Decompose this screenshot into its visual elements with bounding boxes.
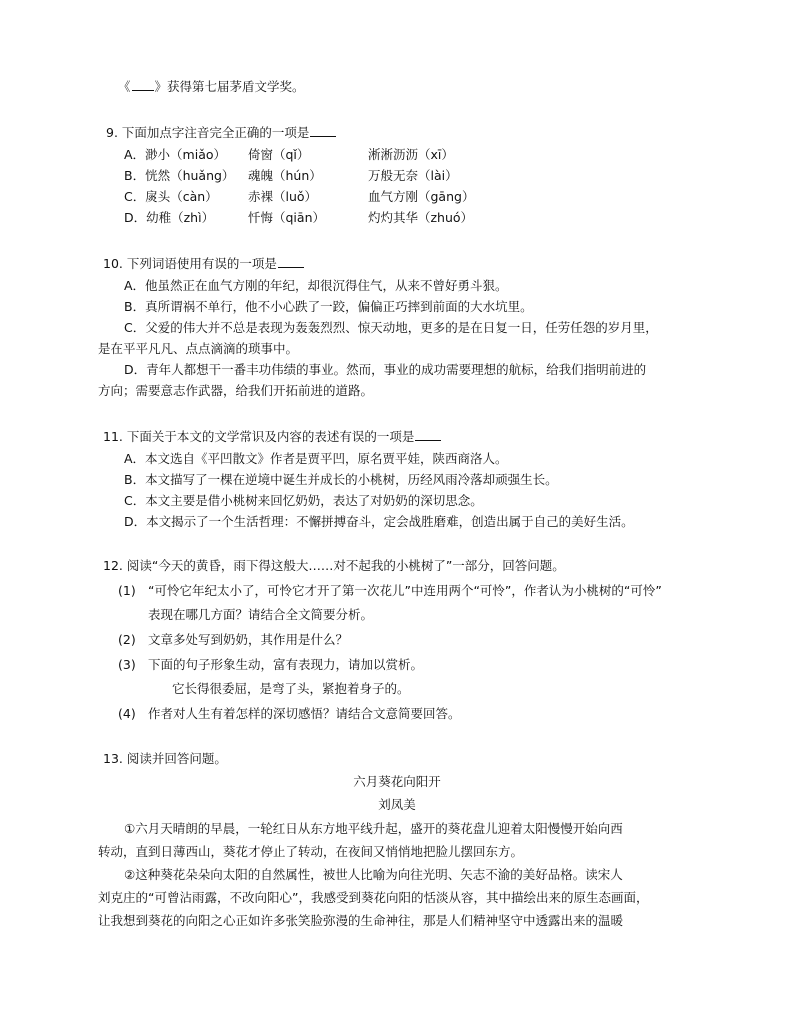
q10-option-c-cont: 是在平平凡凡、点点滴滴的琐事中。	[98, 341, 299, 356]
option-text: C．扊头（càn）	[124, 189, 218, 204]
option-text: A．渺小（miǎo）	[124, 147, 227, 162]
q12-sub-3-line-1: 下面的句子形象生动，富有表现力，请加以赏析。	[148, 657, 424, 672]
answer-blank	[132, 78, 154, 91]
q9-stem	[106, 124, 336, 142]
option-text: 忏悔（qiān）	[248, 210, 325, 225]
passage-p2-line-2: 刘克庄的“可曾沾雨露，不改向阳心”，我感受到葵花向阳的恬淡从容，其中描绘出来的原生态画面，	[98, 890, 649, 905]
q12-sub-number: (2)	[118, 632, 136, 647]
intro-prefix: 《	[118, 79, 131, 94]
q10-option-c: C．父爱的伟大并不总是表现为轰轰烈烈、惊天动地，更多的是在日复一日，任劳任怨的岁月里，	[124, 320, 658, 335]
option-text: B．恍然（huǎng）	[124, 168, 235, 183]
option-text: 赤裸（luǒ）	[248, 189, 318, 204]
q11-option-a: A．本文选自《平凹散文》作者是贾平凹，原名贾平娃，陕西商洛人。	[124, 451, 508, 466]
intro-line	[118, 78, 305, 96]
answer-blank	[415, 428, 441, 441]
q10-option-a: A．他虽然正在血气方刚的年纪，却很沉得住气，从来不曾好勇斗狠。	[124, 278, 508, 293]
q10-option-b: B．真所谓祸不单行，他不小心跌了一跤，偏偏正巧摔到前面的大水坑里。	[124, 299, 533, 314]
q11-stem	[103, 428, 441, 446]
q12-sub-2-line-1: 文章多处写到奶奶，其作用是什么？	[148, 632, 349, 647]
q10-stem-text: 10. 下列词语使用有误的一项是	[103, 256, 277, 271]
q11-stem-text: 11. 下面关于本文的文学常识及内容的表述有误的一项是	[103, 429, 415, 444]
q12-stem: 12. 阅读“今天的黄昏，雨下得这般大……对不起我的小桃树了”一部分，回答问题。	[103, 558, 565, 573]
q9-option-b	[124, 167, 458, 185]
q12-sub-number: (4)	[118, 706, 136, 721]
passage-author: 刘凤美	[378, 797, 416, 812]
q10-stem	[103, 255, 304, 273]
q12-sub-1-line-1: “可怜它年纪太小了，可怜它才开了第一次花儿”中连用两个“可怜”，作者认为小桃树的“可怜”	[148, 583, 662, 598]
passage-p2-line-1: ②这种葵花朵朵向太阳的自然属性，被世人比喻为向往光明、矢志不渝的美好品格。读宋人	[124, 867, 623, 882]
q9-option-c	[124, 188, 474, 206]
q9-stem-text: 9. 下面加点字注音完全正确的一项是	[106, 125, 310, 140]
passage-title: 六月葵花向阳开	[353, 774, 441, 789]
q13-stem: 13. 阅读并回答问题。	[103, 751, 227, 766]
q11-option-b: B．本文描写了一棵在逆境中诞生并成长的小桃树，历经风雨冷落却顽强生长。	[124, 472, 558, 487]
passage-p2-line-3: 让我想到葵花的向阳之心正如许多张笑脸弥漫的生命神往，那是人们精神坚守中透露出来的温暖	[98, 913, 624, 928]
option-text: 灼灼其华（zhuó）	[368, 210, 474, 225]
q9-option-a	[124, 146, 454, 164]
option-text: 倚窗（qǐ）	[248, 147, 310, 162]
answer-blank	[278, 255, 304, 268]
q10-option-d-cont: 方向；需要意志作武器，给我们开拓前进的道路。	[98, 383, 374, 398]
answer-blank	[310, 124, 336, 137]
q12-sub-4-line-1: 作者对人生有着怎样的深切感悟？请结合文意简要回答。	[148, 706, 461, 721]
option-text: 淅淅沥沥（xī）	[368, 147, 454, 162]
q12-sub-number: (3)	[118, 657, 136, 672]
q10-option-d: D．青年人都想干一番丰功伟绩的事业。然而，事业的成功需要理想的航标，给我们指明前进的	[124, 362, 647, 377]
q9-option-d	[124, 209, 473, 227]
q11-option-c: C．本文主要是借小桃树来回忆奶奶，表达了对奶奶的深切思念。	[124, 493, 483, 508]
option-text: D．幼稚（zhì）	[124, 210, 215, 225]
option-text: 魂魄（hún）	[248, 168, 322, 183]
q11-option-d: D．本文揭示了一个生活哲理：不懈拼搏奋斗，定会战胜磨难，创造出属于自己的美好生活。	[124, 514, 634, 529]
option-text: 血气方刚（gāng）	[368, 189, 475, 204]
passage-p1-line-1: ①六月天晴朗的早晨，一轮红日从东方地平线升起，盛开的葵花盘儿迎着太阳慢慢开始向西	[124, 821, 623, 836]
passage-p1-line-2: 转动，直到日薄西山，葵花才停止了转动，在夜间又悄悄地把脸儿摆回东方。	[98, 844, 524, 859]
option-text: 万般无奈（lài）	[368, 168, 458, 183]
q12-sub-3-quote: 它长得很委屈，是弯了头，紧抱着身子的。	[172, 681, 410, 696]
q12-sub-number: (1)	[118, 583, 136, 598]
q12-sub-1-line-2: 表现在哪几方面？请结合全文简要分析。	[148, 607, 374, 622]
intro-suffix: 》获得第七届茅盾文学奖。	[154, 79, 305, 94]
